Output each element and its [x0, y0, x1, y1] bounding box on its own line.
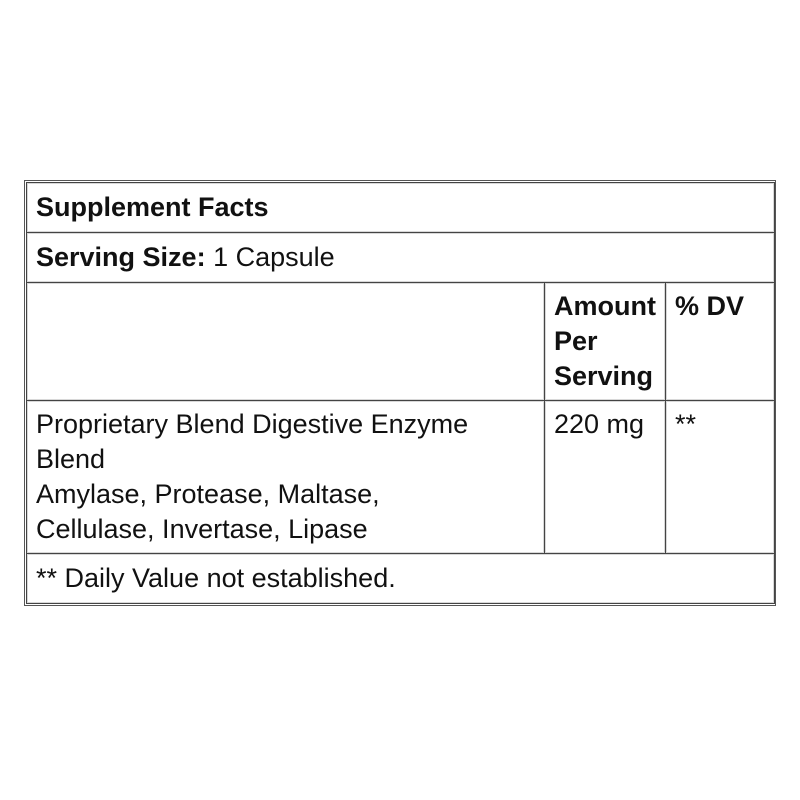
amount-header-line: Amount [554, 291, 656, 321]
serving-size [27, 233, 775, 283]
dv-header: % DV [675, 291, 745, 321]
ingredient-name-line: Cellulase, Invertase, Lipase [36, 514, 368, 544]
ingredient-name-line: Proprietary Blend Digestive Enzyme [36, 409, 469, 439]
ingredient-header-cell [27, 283, 545, 401]
title-row [27, 183, 775, 233]
serving-size-row [27, 233, 775, 283]
ingredient-row [27, 401, 775, 554]
dv-header-cell [666, 283, 775, 401]
facts-title: Supplement Facts [27, 183, 775, 233]
serving-size-label: Serving Size: [36, 242, 206, 272]
supplement-facts-table [26, 182, 775, 604]
ingredient-dv: ** [666, 401, 775, 554]
amount-header-line: Per [554, 326, 598, 356]
supplement-facts-panel [24, 180, 776, 606]
ingredient-name-line: Amylase, Protease, Maltase, [36, 479, 380, 509]
serving-size-value: 1 Capsule [213, 242, 335, 272]
amount-header-cell [545, 283, 666, 401]
footnote-row [27, 554, 775, 604]
footnote: ** Daily Value not established. [27, 554, 775, 604]
column-header-row [27, 283, 775, 401]
ingredient-name-cell [27, 401, 545, 554]
ingredient-amount: 220 mg [545, 401, 666, 554]
ingredient-name-line: Blend [36, 444, 106, 474]
amount-header-line: Serving [554, 361, 654, 391]
